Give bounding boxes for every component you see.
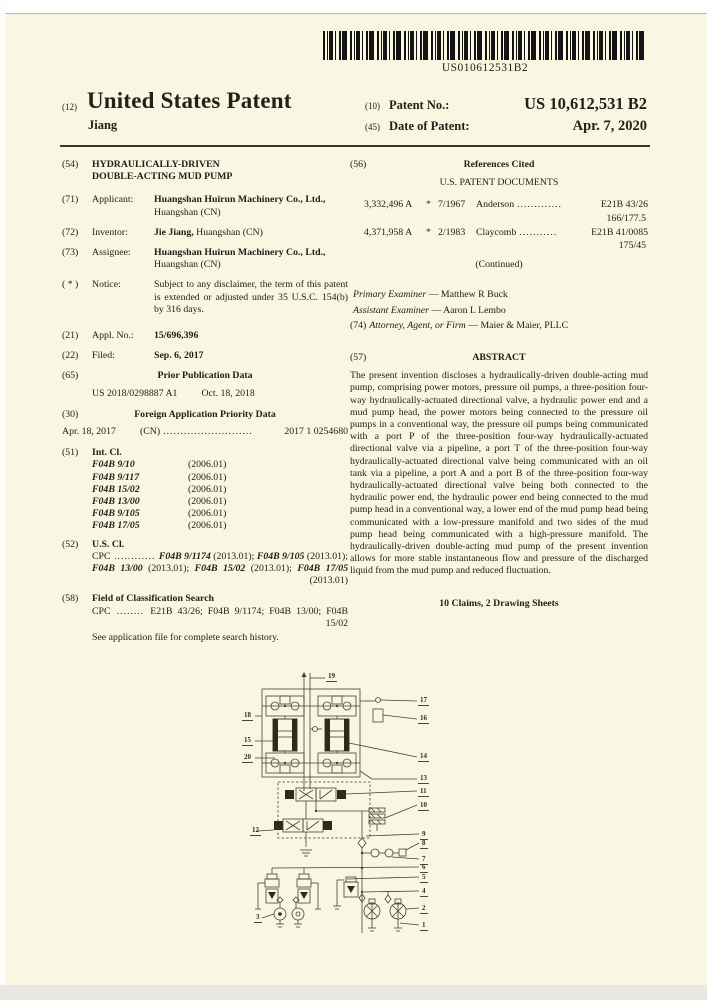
pump-head-right (318, 696, 356, 773)
field-search-line (92, 606, 348, 630)
ref-class: E21B 41/0085 (591, 226, 648, 238)
inid-57: (57) (350, 352, 367, 364)
int-cl-row (92, 459, 348, 471)
inid-56: (56) (350, 159, 367, 170)
patent-date-label: Date of Patent: (389, 119, 470, 133)
inid-65: (65) (62, 370, 79, 382)
inid-51: (51) (62, 447, 79, 459)
invention-title (92, 159, 348, 183)
cpc-paragraph (92, 551, 348, 588)
class-version: (2006.01) (188, 459, 227, 471)
figure-callout-number: 18 (244, 711, 251, 719)
figure-callout-number: 3 (256, 913, 260, 921)
examiner-list (350, 289, 648, 332)
patent-number-row (365, 94, 647, 114)
section-title-54 (62, 159, 348, 183)
ref-class-secondary: 166/177.5 (606, 212, 646, 224)
notice-text: Subject to any disclaimer, the term of this patent is extended or adjusted under 35 U.S.C. 154(b) by 316 days. (154, 279, 348, 315)
inid-74: (74) (350, 319, 367, 331)
page-title: United States Patent (87, 88, 292, 113)
header-right-block (365, 94, 647, 139)
inid-58: (58) (62, 593, 79, 605)
reference-item (350, 199, 648, 224)
examiner-name: — Matthew R Buck (426, 289, 508, 301)
patent-date-row (365, 118, 647, 135)
section-int-cl-51 (62, 447, 348, 532)
leader-dots: ............. (517, 199, 562, 211)
barcode-image (323, 31, 647, 60)
cpc-segment (195, 563, 298, 574)
figure-callout-number: 4 (422, 887, 426, 895)
int-cl-list (92, 459, 348, 532)
figure-callout-number: 8 (422, 839, 426, 847)
figure-callout-number: 15 (244, 736, 251, 744)
prior-pub-date: Oct. 18, 2018 (201, 387, 255, 399)
spacer (618, 159, 648, 171)
class-version: (2006.01) (188, 508, 227, 520)
leader-dots: .......................... (163, 426, 253, 438)
figure-callout-number: 16 (420, 714, 427, 722)
examiner-row (350, 305, 648, 317)
us-patent-documents-heading: U.S. PATENT DOCUMENTS (439, 177, 559, 189)
continued-note: (Continued) (475, 259, 523, 271)
directional-valve-2 (257, 819, 332, 832)
invention-title-line1: HYDRAULICALLY-DRIVEN (92, 159, 220, 170)
section-foreign-30 (62, 409, 348, 421)
ref-inventor: Anderson (476, 199, 515, 211)
prior-pub-heading: Prior Publication Data (157, 370, 253, 382)
figure-callout-number: 5 (422, 873, 426, 881)
inventor-surname: Jiang (88, 118, 118, 132)
class-code: F04B 15/02 (194, 563, 246, 575)
field-search-classes: E21B 43/26; F04B 9/1174; F04B 13/00; F04B 15/02 (150, 605, 348, 629)
foreign-date: Apr. 18, 2017 (62, 426, 116, 438)
prior-pub-number: US 2018/0298887 A1 (92, 387, 178, 399)
inventor-label: Inventor: (92, 226, 128, 238)
figure-callout-number: 20 (244, 753, 251, 761)
section-abstract-57 (350, 352, 648, 364)
figure-callout-number: 13 (420, 774, 427, 782)
ref-patent-number: 3,332,496 A (364, 199, 413, 211)
assignee-rest: Huangshan (CN) (154, 259, 221, 271)
class-version: (2006.01) (188, 496, 227, 508)
leader-dots: ............ (110, 550, 159, 562)
figure-callout-number: 14 (420, 752, 427, 760)
class-version: (2013.01); (245, 563, 298, 575)
int-cl-row (92, 472, 348, 484)
ref-patent-number: 4,371,958 A (364, 226, 413, 238)
class-code: F04B 9/105 (256, 550, 305, 562)
ref-star: * (426, 199, 431, 211)
class-code: F04B 17/05 (92, 520, 140, 532)
ref-class: E21B 43/26 (600, 199, 648, 211)
field-search-note: See application file for complete search history. (92, 632, 279, 644)
claims-line: 10 Claims, 2 Drawing Sheets (439, 597, 559, 609)
int-cl-row (92, 520, 348, 532)
inid-54: (54) (62, 159, 79, 170)
inid-star: ( * ) (62, 279, 79, 291)
inid-73: (73) (62, 247, 79, 259)
scan-margin-bottom (0, 985, 707, 1000)
class-code: F04B 15/02 (92, 483, 140, 495)
section-prior-pub-65 (62, 370, 348, 382)
pump-group-left-1 (255, 868, 279, 909)
examiner-name: — Aaron L Lembo (428, 304, 506, 316)
class-code: F04B 17/05 (297, 563, 348, 575)
inid-22: (22) (62, 350, 79, 362)
examiner-label: Primary Examiner (353, 289, 427, 301)
int-cl-row (92, 484, 348, 496)
leader-dots: ........ (110, 605, 151, 617)
manifold-filter (369, 805, 417, 831)
cpc-label: CPC (92, 605, 111, 617)
figure-callout-number: 19 (328, 672, 335, 680)
class-version: (2013.01) (309, 575, 348, 587)
spacer (318, 370, 348, 382)
class-code: F04B 13/00 (92, 563, 143, 575)
patent-number-label: Patent No.: (389, 98, 450, 112)
class-code: F04B 9/105 (92, 508, 140, 520)
ref-inventor: Claycomb (476, 226, 517, 238)
ref-date: 2/1983 (438, 226, 466, 238)
class-code: F04B 9/10 (92, 459, 135, 471)
inid-71: (71) (62, 194, 79, 206)
invention-title-line2: DOUBLE-ACTING MUD PUMP (92, 171, 233, 183)
applicant-label: Applicant: (92, 194, 134, 206)
class-code: F04B 9/1174 (158, 550, 211, 562)
class-version: (2006.01) (188, 520, 227, 532)
references-list (350, 199, 648, 252)
relief-valve-mid (333, 877, 358, 909)
left-column (62, 159, 348, 652)
header-divider (60, 145, 650, 147)
section-field-search-58 (62, 593, 348, 644)
foreign-app-number: 2017 1 0254680 (284, 426, 348, 438)
section-filed-22 (62, 350, 348, 362)
class-version: (2013.01); (304, 550, 349, 562)
notice-label: Notice: (92, 279, 121, 291)
class-version: (2013.01); (210, 550, 257, 562)
us-cl-heading: U.S. Cl. (92, 538, 125, 550)
prior-pub-line (62, 388, 348, 400)
reference-row (350, 227, 648, 239)
field-search-block (92, 593, 348, 644)
int-cl-row (92, 508, 348, 520)
section-appl-no-21 (62, 330, 348, 342)
examiner-label: Attorney, Agent, or Firm (369, 319, 466, 331)
inid-72: (72) (62, 226, 79, 238)
scan-margin-top (0, 0, 707, 13)
references-heading: References Cited (463, 159, 535, 170)
figure-callout-number: 1 (422, 921, 426, 929)
figure-callout-number: 7 (422, 855, 426, 863)
patent-number-value: US 10,612,531 B2 (524, 94, 647, 113)
spacer (177, 388, 201, 400)
ref-star: * (426, 226, 431, 238)
inid-21: (21) (62, 330, 79, 342)
reference-item (350, 227, 648, 252)
abstract-text: The present invention discloses a hydraulically-driven double-acting mud pump, comprising power motors, pressure oil pumps, a three-position four-way hydraulically-actuated directional valve, a hydraulic power end and a mud pump head, the power motors being connected to the pressure oil pumps in a conventional way, the pressure oil pumps being communicated with a port P of the three-position four-way hydraulically-actuated directional valve via a pipeline, a port T of the three-position four-way hydraulically-actuated directional valve being communicated with an oil tank via a pipeline, a port A and a port B of the three-position four-way hydraulically-actuated directional valve being both connected to the hydraulic power end, the hydraulic power end being connected to the mud pump head in a conventional way, a lower end of the mud pump head being communicated with a low-pressure manifold and two sides of the mud pump head being communicated with a high-pressure manifold. The hydraulically-driven double-acting mud pump of the present invention allows for more stable instantaneous flow and pressure of the discharged liquid from the mud pump and reduced fluctuation. (350, 370, 648, 577)
section-us-cl-52 (62, 539, 348, 588)
applicant-value (154, 194, 348, 218)
appl-no-label: Appl. No.: (92, 330, 134, 342)
section-applicant-71 (62, 194, 348, 218)
patent-page (5, 13, 707, 985)
cpc-segment (92, 563, 195, 574)
figure-callout-number: 10 (420, 801, 427, 809)
inid-52: (52) (62, 538, 79, 550)
motor-group-2 (390, 899, 406, 931)
spacer (318, 409, 348, 421)
figure-callout-number: 2 (422, 904, 426, 912)
section-notice (62, 279, 348, 316)
ref-class-secondary: 175/45 (618, 240, 646, 252)
class-code: F04B 9/117 (92, 471, 140, 483)
patent-figure-svg (222, 671, 487, 976)
int-cl-block (92, 447, 348, 532)
section-inventor-72 (62, 227, 348, 239)
class-code: F04B 13/00 (92, 496, 140, 508)
figure-callout-number: 12 (252, 826, 259, 834)
section-assignee-73 (62, 247, 348, 271)
inid-12: (12) (62, 102, 77, 112)
foreign-country: (CN) (140, 426, 161, 438)
assignee-value (154, 247, 348, 271)
cpc-segment (297, 563, 348, 586)
cpc-label: CPC (92, 550, 111, 562)
directional-valve-1 (285, 788, 417, 801)
applicant-rest: Huangshan (CN) (154, 206, 221, 218)
class-version: (2006.01) (188, 471, 227, 483)
us-cl-block (92, 539, 348, 588)
reference-row (350, 199, 648, 211)
examiner-row (350, 320, 648, 332)
int-cl-heading: Int. Cl. (92, 447, 122, 459)
field-search-heading: Field of Classification Search (92, 593, 215, 605)
filed-label: Filed: (92, 350, 115, 362)
class-version: (2006.01) (188, 483, 227, 495)
figure-callout-number: 17 (420, 696, 427, 704)
foreign-priority-line (62, 426, 348, 438)
figure-callout-number: 11 (420, 787, 427, 795)
class-version: (2013.01); (142, 563, 195, 575)
inid-45: (45) (365, 122, 380, 132)
assignee-name: Huangshan Huirun Machinery Co., Ltd., (154, 247, 326, 259)
cpc-segment (257, 551, 348, 562)
abstract-heading: ABSTRACT (472, 352, 526, 364)
pump-group-left-2 (297, 868, 321, 909)
inventor-rest: Huangshan (CN) (193, 226, 263, 238)
int-cl-row (92, 496, 348, 508)
figure-sheet (222, 671, 487, 976)
figure-callout-number: 6 (422, 863, 426, 871)
ref-date: 7/1967 (438, 199, 466, 211)
examiner-label: Assistant Examiner (353, 304, 429, 316)
examiner-name: — Maier & Maier, PLLC (465, 319, 569, 331)
inventor-value (154, 227, 348, 239)
section-references-56 (350, 159, 648, 171)
assignee-label: Assignee: (92, 247, 131, 259)
examiner-row (350, 289, 648, 301)
patent-date-value: Apr. 7, 2020 (572, 118, 647, 134)
spacer (618, 352, 648, 364)
foreign-heading: Foreign Application Priority Data (134, 408, 276, 420)
filed-value: Sep. 6, 2017 (154, 350, 204, 362)
cpc-segment (159, 551, 257, 562)
inid-30: (30) (62, 408, 79, 420)
leader-dots: ........... (519, 226, 558, 238)
right-column (350, 159, 648, 610)
figure-callout-number: 9 (422, 830, 426, 838)
appl-no-value: 15/696,396 (154, 330, 199, 342)
barcode-number: US010612531B2 (441, 62, 529, 74)
inventor-name: Jie Jiang, (154, 226, 194, 238)
inid-10: (10) (365, 101, 380, 111)
pump-head-left (266, 696, 304, 773)
motor-group-1 (364, 899, 380, 931)
applicant-name: Huangshan Huirun Machinery Co., Ltd., (154, 194, 326, 206)
